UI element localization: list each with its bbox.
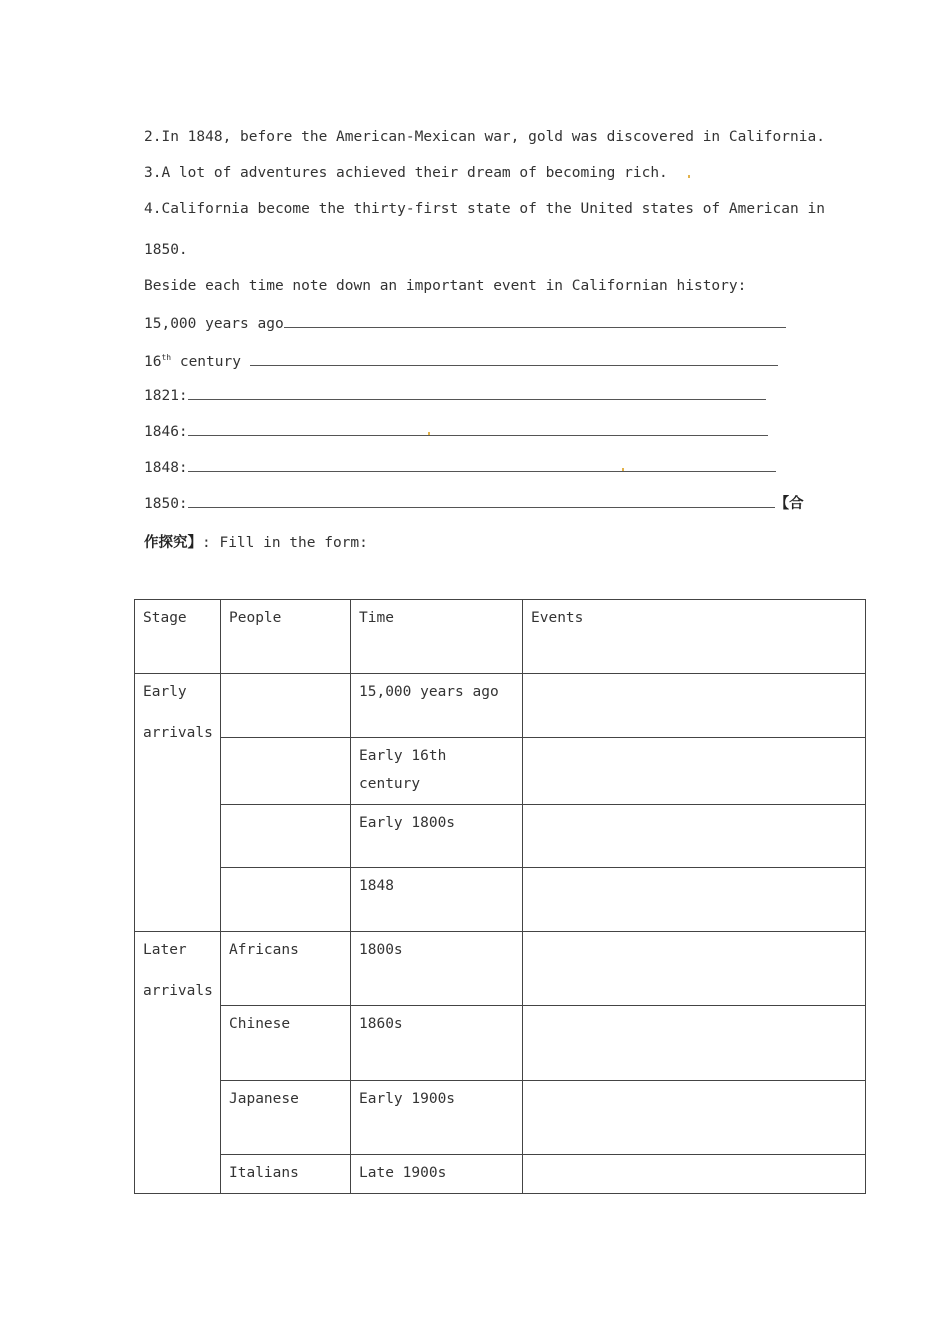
time-cell: 1860s: [351, 1006, 523, 1081]
answer-blank[interactable]: [284, 313, 786, 328]
timeline-item-1: [144, 313, 786, 333]
timeline-label: 15,000 years ago: [144, 316, 284, 332]
statement-4: 4.California become the thirty-first state of the United states of American in: [144, 201, 825, 217]
timeline-item-3: [144, 385, 766, 405]
events-cell[interactable]: [523, 738, 866, 805]
events-cell[interactable]: [523, 932, 866, 1006]
section-bracket: 【合: [774, 496, 804, 512]
statement-2: 2.In 1848, before the American-Mexican war, gold was discovered in California.: [144, 129, 825, 145]
stage-later-arrivals: Later arrivals: [135, 932, 221, 1194]
timeline-item-2: [144, 349, 778, 371]
table-row: [135, 932, 866, 1006]
people-cell: Japanese: [221, 1081, 351, 1155]
timeline-item-4: [144, 421, 768, 441]
header-time: Time: [351, 600, 523, 674]
people-cell: Africans: [221, 932, 351, 1006]
answer-blank[interactable]: [250, 351, 778, 366]
timeline-label: 16th century: [144, 353, 250, 370]
statement-3: 3.A lot of adventures achieved their dream of becoming rich.: [144, 165, 668, 181]
people-cell: Chinese: [221, 1006, 351, 1081]
header-stage: Stage: [135, 600, 221, 674]
stage-early-arrivals: Early arrivals: [135, 674, 221, 932]
table-row: [135, 674, 866, 738]
time-cell: 1848: [351, 868, 523, 932]
people-cell: Italians: [221, 1155, 351, 1194]
time-cell: Early 1900s: [351, 1081, 523, 1155]
header-events: Events: [523, 600, 866, 674]
section-heading-cjk: 作探究】: [144, 535, 202, 551]
section-heading-text: : Fill in the form:: [202, 535, 368, 551]
events-cell[interactable]: [523, 868, 866, 932]
table-row: [135, 1006, 866, 1081]
events-cell[interactable]: [523, 674, 866, 738]
decorative-dot: [428, 432, 430, 435]
events-cell[interactable]: [523, 1006, 866, 1081]
answer-blank[interactable]: [188, 385, 766, 400]
table-row: [135, 738, 866, 805]
time-cell: 15,000 years ago: [351, 674, 523, 738]
time-cell: Late 1900s: [351, 1155, 523, 1194]
answer-blank[interactable]: [188, 421, 768, 436]
people-cell[interactable]: [221, 805, 351, 868]
timeline-label: 1846:: [144, 424, 188, 440]
table-row: [135, 805, 866, 868]
table-row: [135, 1081, 866, 1155]
timeline-label: 1821:: [144, 388, 188, 404]
people-cell[interactable]: [221, 868, 351, 932]
history-form-table: [134, 599, 866, 1194]
time-cell: Early 1800s: [351, 805, 523, 868]
timeline-item-5: [144, 457, 776, 477]
table-row: [135, 868, 866, 932]
header-people: People: [221, 600, 351, 674]
table-header-row: [135, 600, 866, 674]
events-cell[interactable]: [523, 1081, 866, 1155]
time-cell: 1800s: [351, 932, 523, 1006]
statement-4-continued: 1850.: [144, 242, 188, 258]
timeline-label: 1848:: [144, 460, 188, 476]
events-cell[interactable]: [523, 1155, 866, 1194]
decorative-dot: [622, 468, 624, 471]
section-heading: [144, 534, 368, 552]
timeline-item-6: [144, 493, 804, 513]
people-cell[interactable]: [221, 674, 351, 738]
people-cell[interactable]: [221, 738, 351, 805]
events-cell[interactable]: [523, 805, 866, 868]
time-cell: Early 16th century: [351, 738, 523, 805]
timeline-label: 1850:: [144, 496, 188, 512]
table-row: [135, 1155, 866, 1194]
answer-blank[interactable]: [188, 493, 775, 508]
timeline-instruction: Beside each time note down an important event in Californian history:: [144, 278, 747, 294]
decorative-dot: [688, 175, 690, 178]
answer-blank[interactable]: [188, 457, 776, 472]
